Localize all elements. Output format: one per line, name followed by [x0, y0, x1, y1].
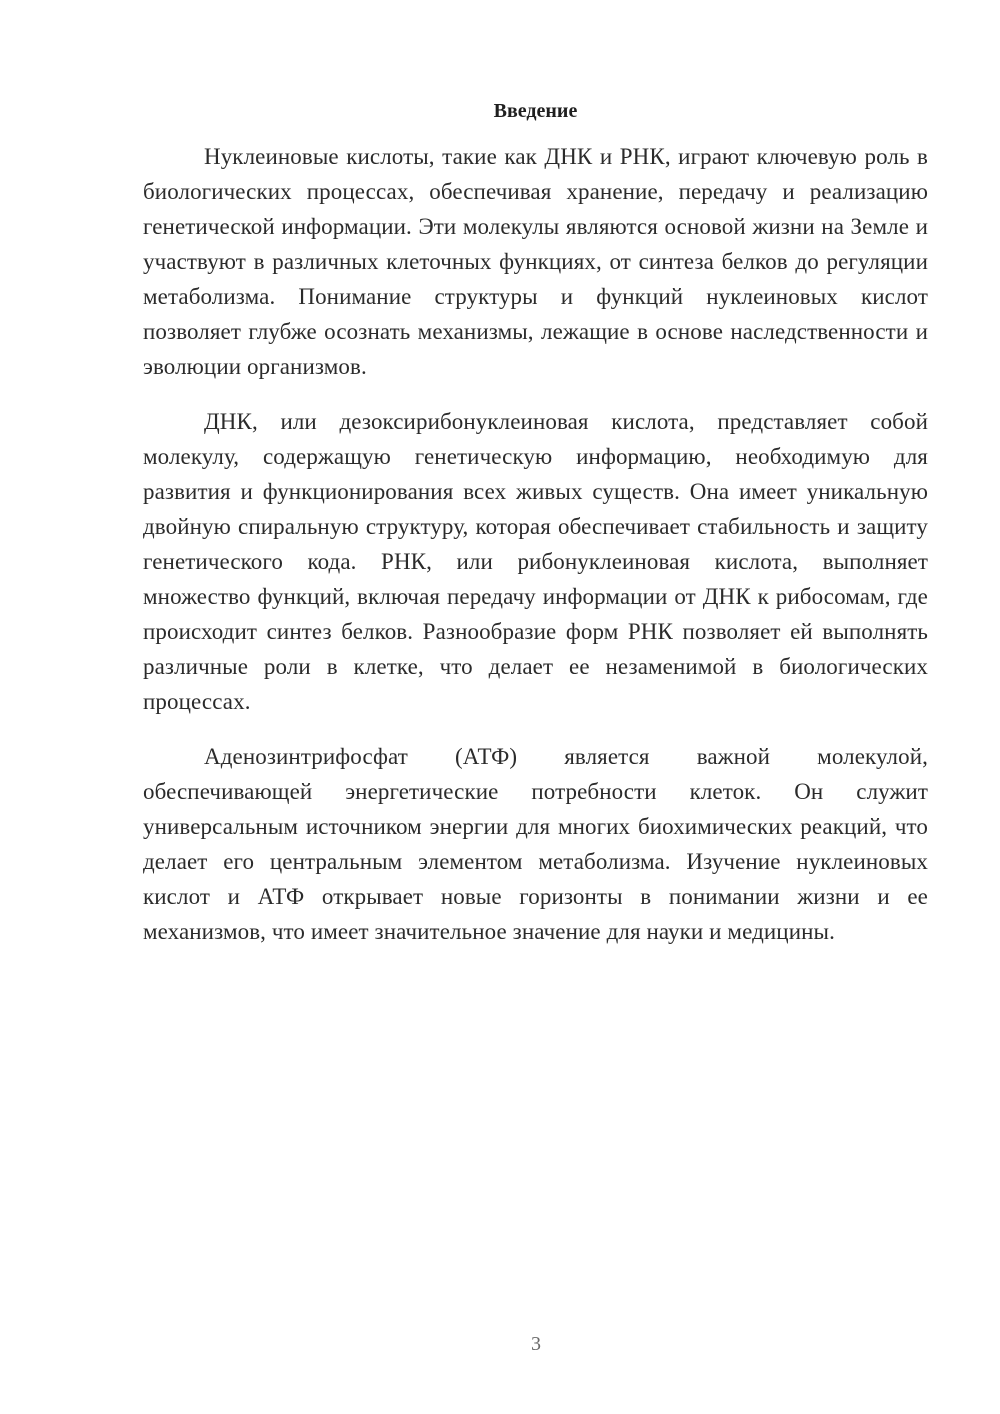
paragraph-1: Нуклеиновые кислоты, такие как ДНК и РНК, играют ключевую роль в биологических процессах, обеспечивая хранение, передачу и реализацию генетической информации. Эти молекулы являются основой жизни на Земле и участвуют в различных клеточных функциях, от синтеза белков до регуляции метаболизма. Понимание структуры и функций нуклеиновых кислот позволяет глубже осознать механизмы, лежащие в основе наследственности и эволюции организмов.	[143, 144, 928, 379]
page-content	[143, 96, 928, 969]
paragraph-2: ДНК, или дезоксирибонуклеиновая кислота, представляет собой молекулу, содержащую генетическую информацию, необходимую для развития и функционирования всех живых существ. Она имеет уникальную двойную спиральную структуру, которая обеспечивает стабильность и защиту генетического кода. РНК, или рибонуклеиновая кислота, выполняет множество функций, включая передачу информации от ДНК к рибосомам, где происходит синтез белков. Разнообразие форм РНК позволяет ей выполнять различные роли в клетке, что делает ее незаменимой в биологических процессах.	[143, 409, 928, 714]
paragraph-3: Аденозинтрифосфат (АТФ) является важной молекулой, обеспечивающей энергетические потребности клеток. Он служит универсальным источником энергии для многих биохимических реакций, что делает его центральным элементом метаболизма. Изучение нуклеиновых кислот и АТФ открывает новые горизонты в понимании жизни и ее механизмов, что имеет значительное значение для науки и медицины.	[143, 744, 928, 944]
page-number: 3	[531, 1333, 541, 1355]
section-title: Введение	[493, 100, 578, 122]
